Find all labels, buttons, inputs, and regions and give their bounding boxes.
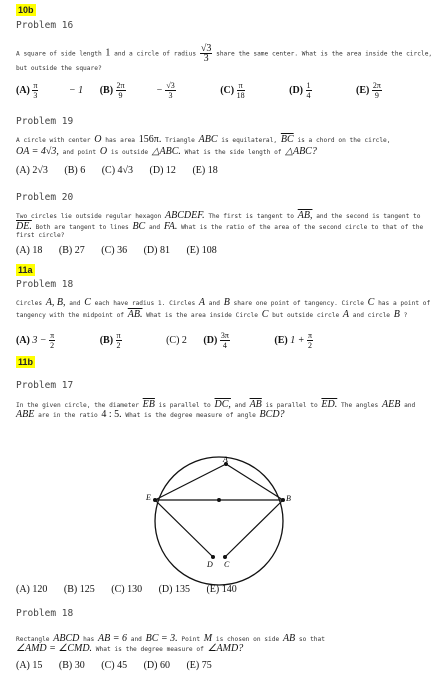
choice: (E) 108 [186, 245, 217, 256]
choice: (B) 6 [64, 165, 86, 176]
point-b [281, 498, 285, 502]
problem-19-heading: Problem 19 [16, 116, 74, 127]
point-c [223, 555, 227, 559]
problem-18a-choices: (A) 3 − $\frac{\pi}{2}$ (B) $\frac{\pi}{2}$ (C) 2 (D) $\frac{3\pi}{4}$ (E) 1 + $\frac{\pi}{2}$ [16, 331, 312, 350]
point-e [153, 498, 157, 502]
label-c: C [224, 560, 230, 569]
problem-17-heading: Problem 17 [16, 380, 74, 391]
chord-ea [155, 464, 226, 500]
problem-18b-text-line2: ∠AMD = ∠CMD. What is the degree measure of ∠AMD? [16, 643, 244, 654]
label-d: D [207, 560, 213, 569]
section-label-10b: 10b [18, 5, 34, 15]
problem-20-text: Two circles lie outside regular hexagon ABCDEF. The first is tangent to AB, and the second is tangent to [16, 210, 421, 221]
choice: (C) 36 [101, 245, 128, 256]
choice: (D) 135 [158, 584, 190, 595]
choice: (C) 45 [101, 660, 128, 671]
problem-18b-text: Rectangle ABCD has AB = 6 and BC = 3. Point M is chosen on side AB so that [16, 633, 325, 644]
problem-18b-heading: Problem 18 [16, 608, 74, 619]
problem-16-text: A square of side length 1 and a circle of radius $\frac{√3}{3}$ share the same center. What is the area inside the circle, [16, 43, 433, 64]
label-e: E [146, 493, 151, 502]
problem-17-text-line2: ABE are in the ratio 4 : 5. What is the degree measure of angle BCD? [16, 409, 285, 420]
choice: (D) 81 [143, 245, 170, 256]
section-label-11b: 11b [18, 357, 34, 367]
problem-16-heading: Problem 16 [16, 20, 74, 31]
choice: (D) 12 [149, 165, 176, 176]
point-d [211, 555, 215, 559]
figure-circle [155, 457, 283, 585]
choice: (A) 2√3 [16, 165, 48, 176]
problem-18b-choices [16, 660, 226, 671]
chord-bc [225, 500, 283, 557]
problem-19-text: A circle with center O has area 156π. Triangle ABC is equilateral, $\overline{BC}$ is a chord on the circle, [16, 134, 391, 145]
problem-20-choices [16, 245, 231, 256]
problem-17-text: In the given circle, the diameter $\overline{EB}$ is parallel to DC, and $\overline{AB}$ is parallel to ED. The angles AEB and [16, 399, 416, 410]
choice: (C) 130 [111, 584, 143, 595]
problem-16-choices: (A) $\frac{\pi}{3}$ − 1 (B) $\frac{2\pi}{9}$ − $\frac{√3}{3}$ (C) $\frac{\pi}{18}$ (D) $\frac{1}{4}$ (E) $\frac{2\pi}{9}$ [16, 81, 381, 100]
problem-20-text-line2: DE. Both are tangent to lines BC and FA. What is the ratio of the area of the second circle to that of the [16, 221, 424, 232]
section-label-11a: 11a [18, 265, 33, 275]
point-center [217, 498, 221, 502]
problem-18a-text-line2: tangency with the midpoint of AB. What is the area inside Circle C but outside circle A and circle B ? [16, 309, 408, 320]
problem-19-choices [16, 165, 232, 176]
problem-18a-heading: Problem 18 [16, 279, 74, 290]
choice: (C) 4√3 [101, 165, 134, 176]
problem-19-text-line2: OA = 4√3, and point O is outside △ABC. What is the side length of △ABC? [16, 146, 317, 157]
label-a: A [223, 456, 228, 464]
choice: (E) 18 [192, 165, 218, 176]
choice: (B) 27 [58, 245, 85, 256]
choice: (E) 75 [186, 660, 212, 671]
choice: (D) 60 [143, 660, 170, 671]
choice: (E) 140 [206, 584, 237, 595]
choice: (A) 120 [16, 584, 48, 595]
choice: (B) 125 [63, 584, 95, 595]
problem-17-choices [16, 584, 251, 595]
choice: (A) 18 [16, 245, 43, 256]
choice: (B) 30 [58, 660, 85, 671]
problem-20-text-line3: first circle? [16, 232, 65, 239]
problem-18a-text: Circles A, B, and C each have radius 1. Circles A and B share one point of tangency. Circle C has a point of [16, 297, 431, 308]
chord-ed [155, 500, 213, 557]
problem-20-heading: Problem 20 [16, 192, 74, 203]
chord-ab [226, 464, 283, 500]
circle-figure [140, 456, 300, 586]
problem-16-text-line2: but outside the square? [16, 65, 102, 72]
label-b: B [286, 494, 291, 503]
choice: (A) 15 [16, 660, 43, 671]
